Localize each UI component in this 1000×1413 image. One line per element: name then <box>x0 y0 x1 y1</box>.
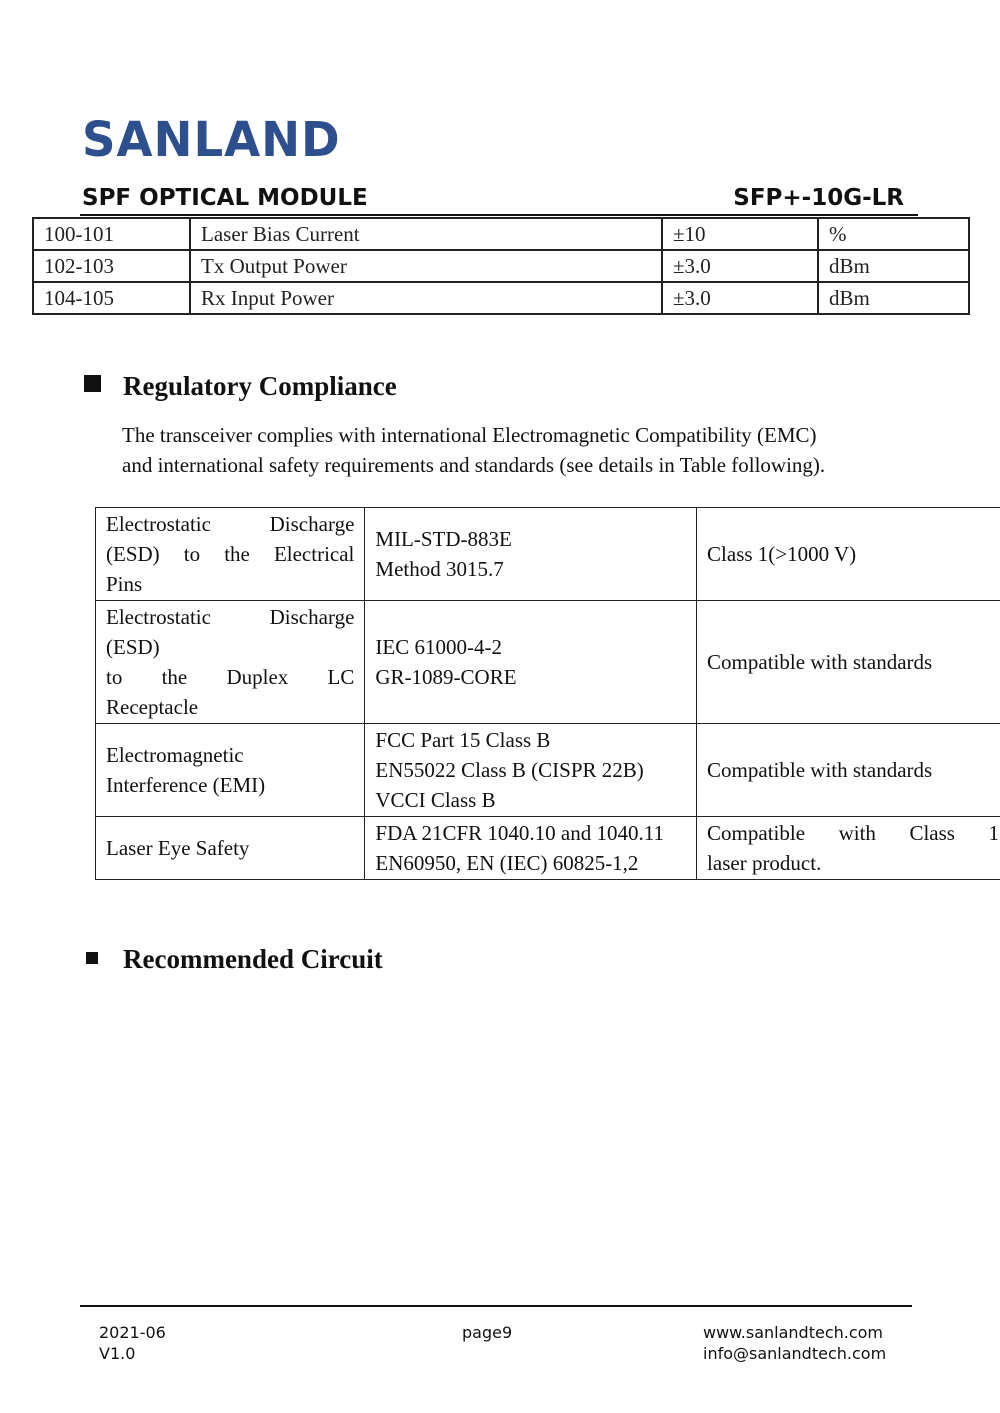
unit-cell: % <box>818 218 969 250</box>
performance-line: laser product. <box>707 851 822 875</box>
performance-cell: Compatible with standards <box>697 601 1000 724</box>
parameter-cell: Laser Bias Current <box>190 218 662 250</box>
table-row <box>96 817 1000 880</box>
address-cell: 104-105 <box>33 282 190 314</box>
standard-line: IEC 61000-4-2 <box>375 635 502 659</box>
feature-line: Electrostatic Discharge <box>106 605 355 629</box>
table-row <box>96 508 1000 601</box>
standard-line: EN60950, EN (IEC) 60825-1,2 <box>375 851 639 875</box>
feature-line: Electromagnetic <box>106 743 244 767</box>
feature-line: (ESD) to the Electrical <box>106 542 355 566</box>
header-divider <box>80 214 918 216</box>
company-logo: SANLAND <box>82 112 341 168</box>
footer-date: 2021-06 <box>99 1323 166 1342</box>
document-title: SPF OPTICAL MODULE <box>82 185 368 211</box>
regulatory-paragraph <box>122 420 922 480</box>
performance-cell: Compatible with standards <box>697 724 1000 817</box>
address-cell: 102-103 <box>33 250 190 282</box>
paragraph-line: and international safety requirements and standards (see details in Table following). <box>122 453 826 477</box>
standard-line: EN55022 Class B (CISPR 22B) <box>375 758 644 782</box>
footer-email: info@sanlandtech.com <box>703 1344 887 1363</box>
performance-cell: Class 1(>1000 V) <box>697 508 1000 601</box>
address-cell: 100-101 <box>33 218 190 250</box>
footer-website: www.sanlandtech.com <box>703 1323 884 1342</box>
standard-line: FDA 21CFR 1040.10 and 1040.11 <box>375 821 664 845</box>
table-row <box>96 724 1000 817</box>
standard-cell <box>365 508 697 601</box>
standard-cell <box>365 724 697 817</box>
standard-line: Method 3015.7 <box>375 557 504 581</box>
unit-cell: dBm <box>818 250 969 282</box>
footer-left <box>99 1322 166 1364</box>
feature-line: Receptacle <box>106 695 199 719</box>
accuracy-cell: ±3.0 <box>662 282 818 314</box>
feature-line: Interference (EMI) <box>106 773 266 797</box>
unit-cell: dBm <box>818 282 969 314</box>
circuit-heading <box>84 944 383 975</box>
feature-line: Pins <box>106 572 143 596</box>
table-row <box>33 282 969 314</box>
feature-cell <box>96 601 365 724</box>
standard-line: FCC Part 15 Class B <box>375 728 551 752</box>
accuracy-cell: ±3.0 <box>662 250 818 282</box>
table-row <box>33 250 969 282</box>
model-number: SFP+-10G-LR <box>733 185 904 211</box>
square-bullet-icon <box>86 952 98 964</box>
feature-line: (ESD) <box>106 635 160 659</box>
standard-line: VCCI Class B <box>375 788 496 812</box>
parameter-cell: Rx Input Power <box>190 282 662 314</box>
performance-cell <box>697 817 1000 880</box>
standard-cell <box>365 817 697 880</box>
register-table <box>32 217 970 315</box>
table-row <box>33 218 969 250</box>
footer-divider <box>80 1305 912 1307</box>
standard-cell <box>365 601 697 724</box>
footer-version: V1.0 <box>99 1344 136 1363</box>
regulatory-heading-text: Regulatory Compliance <box>123 371 397 401</box>
regulatory-heading <box>84 371 397 402</box>
table-row <box>96 601 1000 724</box>
feature-cell: Laser Eye Safety <box>96 817 365 880</box>
paragraph-line: The transceiver complies with international Electromagnetic Compatibility (EMC) <box>122 423 817 447</box>
feature-line: Electrostatic Discharge <box>106 512 355 536</box>
feature-line: to the Duplex LC <box>106 665 355 689</box>
footer-right <box>703 1322 886 1364</box>
standard-line: MIL-STD-883E <box>375 527 512 551</box>
square-bullet-icon <box>84 375 101 392</box>
compliance-table <box>95 507 1000 880</box>
feature-cell <box>96 724 365 817</box>
page-number: page9 <box>462 1323 513 1342</box>
parameter-cell: Tx Output Power <box>190 250 662 282</box>
circuit-heading-text: Recommended Circuit <box>123 944 383 974</box>
feature-cell <box>96 508 365 601</box>
accuracy-cell: ±10 <box>662 218 818 250</box>
performance-line: Compatible with Class 1 <box>707 821 999 845</box>
standard-line: GR-1089-CORE <box>375 665 517 689</box>
